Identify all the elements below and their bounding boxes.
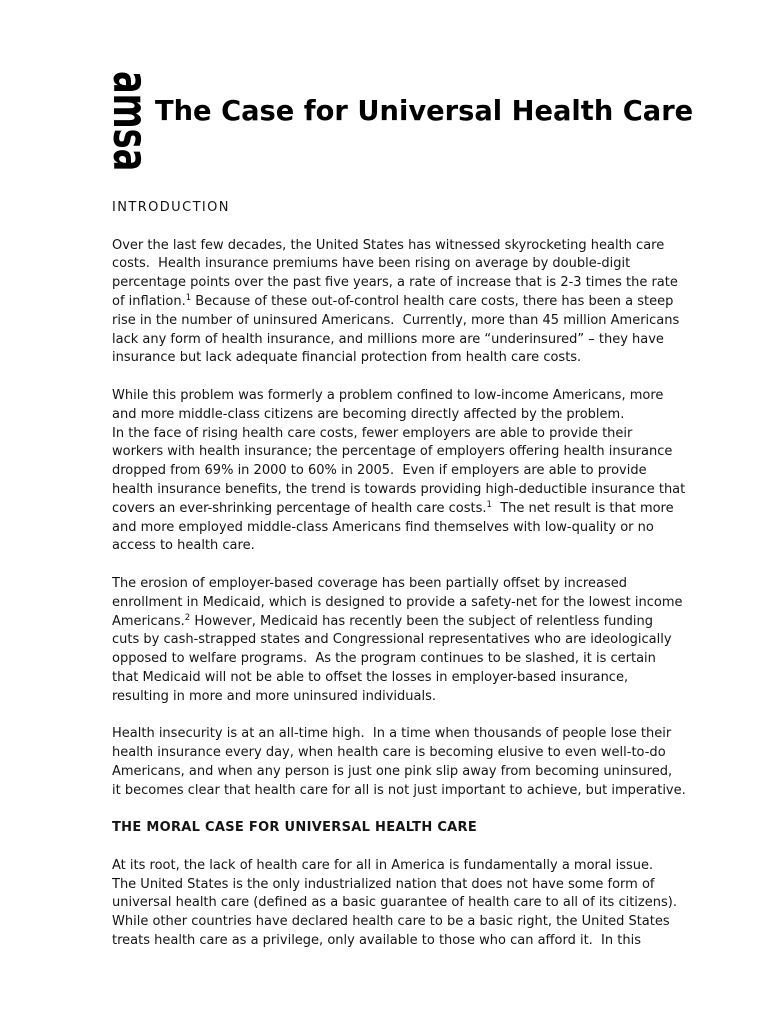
paragraph bbox=[112, 725, 752, 800]
paragraph-line: costs. Health insurance premiums have been rising on average by double-digit bbox=[112, 256, 631, 272]
line-text: covers an ever-shrinking percentage of health care costs. bbox=[112, 500, 487, 516]
line-text: However, Medicaid has recently been the subject of relentless funding bbox=[190, 613, 653, 629]
page-title: The Case for Universal Health Care bbox=[155, 96, 694, 127]
paragraph-line bbox=[112, 293, 752, 312]
paragraph-line: Americans, and when any person is just one pink slip away from becoming uninsured, bbox=[112, 763, 673, 779]
line-text: The net result is that more bbox=[491, 500, 674, 516]
paragraph-line: health insurance every day, when health care is becoming elusive to even well-to-do bbox=[112, 745, 666, 761]
paragraph-line: dropped from 69% in 2000 to 60% in 2005. Even if employers are able to provide bbox=[112, 463, 647, 479]
paragraph-line: The United States is the only industrialized nation that does not have some form of bbox=[112, 876, 655, 892]
paragraph-line: opposed to welfare programs. As the program continues to be slashed, it is certain bbox=[112, 651, 656, 667]
document-body bbox=[112, 199, 752, 970]
paragraph-line bbox=[112, 500, 752, 519]
paragraph-line: In the face of rising health care costs, fewer employers are able to provide their bbox=[112, 425, 633, 441]
paragraph-line: At its root, the lack of health care for all in America is fundamentally a moral issue. bbox=[112, 857, 654, 873]
paragraph-line: While other countries have declared health care to be a basic right, the United States bbox=[112, 914, 670, 930]
paragraph-line: access to health care. bbox=[112, 538, 255, 554]
paragraph-line: enrollment in Medicaid, which is designed to provide a safety-net for the lowest income bbox=[112, 594, 683, 610]
section-heading-introduction: INTRODUCTION bbox=[112, 200, 230, 215]
amsa-logo: amsa bbox=[102, 71, 158, 172]
line-text: Because of these out-of-control health care costs, there has been a steep bbox=[191, 293, 674, 309]
footnote-marker: 1 bbox=[185, 292, 192, 303]
paragraph-line: While this problem was formerly a problem confined to low-income Americans, more bbox=[112, 387, 664, 403]
paragraph-line: universal health care (defined as a basic guarantee of health care to all of its citizens). bbox=[112, 895, 677, 911]
paragraph-line: workers with health insurance; the percentage of employers offering health insurance bbox=[112, 444, 673, 460]
paragraph-line: The erosion of employer-based coverage has been partially offset by increased bbox=[112, 575, 627, 591]
paragraph-line: insurance but lack adequate financial protection from health care costs. bbox=[112, 350, 582, 366]
paragraph bbox=[112, 237, 752, 369]
paragraph-line: rise in the number of uninsured Americans. Currently, more than 45 million Americans bbox=[112, 312, 680, 328]
paragraph-line: percentage points over the past five years, a rate of increase that is 2-3 times the rate bbox=[112, 275, 678, 291]
line-text: Americans. bbox=[112, 613, 185, 629]
paragraph-line: treats health care as a privilege, only available to those who can afford it. In this bbox=[112, 933, 641, 949]
paragraph-line: lack any form of health insurance, and millions more are “underinsured” – they have bbox=[112, 331, 664, 347]
footnote-marker: 1 bbox=[486, 499, 492, 510]
paragraph-line: health insurance benefits, the trend is towards providing high-deductible insurance that bbox=[112, 481, 686, 497]
footnote-marker: 2 bbox=[184, 612, 191, 623]
line-text: of inflation. bbox=[112, 293, 186, 309]
paragraph-line bbox=[112, 613, 752, 632]
paragraph-line: Health insecurity is at an all-time high. In a time when thousands of people lose their bbox=[112, 726, 672, 742]
paragraph-line: that Medicaid will not be able to offset the losses in employer-based insurance, bbox=[112, 669, 629, 685]
paragraph-line: resulting in more and more uninsured individuals. bbox=[112, 688, 436, 704]
paragraph-line: it becomes clear that health care for all is not just important to achieve, but imperative. bbox=[112, 782, 686, 798]
paragraph bbox=[112, 857, 752, 951]
paragraph bbox=[112, 575, 752, 707]
section-heading-moral-case: THE MORAL CASE FOR UNIVERSAL HEALTH CARE bbox=[112, 820, 478, 836]
paragraph bbox=[112, 387, 752, 556]
paragraph-line: cuts by cash-strapped states and Congressional representatives who are ideologically bbox=[112, 632, 672, 648]
paragraph-line: Over the last few decades, the United States has witnessed skyrocketing health care bbox=[112, 237, 665, 253]
paragraph-line: and more employed middle-class Americans find themselves with low-quality or no bbox=[112, 519, 654, 535]
paragraph-line: and more middle-class citizens are becoming directly affected by the problem. bbox=[112, 406, 625, 422]
